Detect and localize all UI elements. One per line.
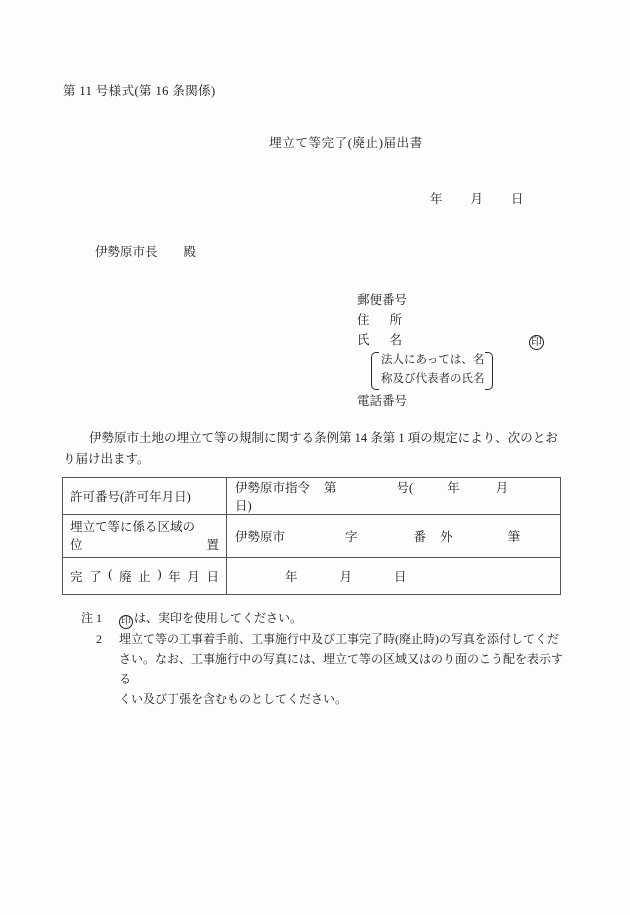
permit-number-label-cell: [63, 478, 227, 515]
date-day-label: 日: [511, 192, 524, 206]
table-row: [63, 478, 561, 515]
body-paragraph-text: 伊勢原市土地の埋立て等の規制に関する条例第 14 条第 1 項の規定により、次のとおり届け出ます。: [63, 431, 558, 466]
name-label-a: 氏: [357, 333, 370, 347]
address-label-a: 住: [357, 313, 370, 327]
completion-year: 年: [285, 570, 298, 584]
table-row: [63, 515, 561, 558]
note-2-line-2: さい。なお、工事施行中の写真には、埋立て等の区域又はのり面のこう配を表示する: [119, 652, 564, 686]
corporate-note-line-1: 法人にあっては、名: [381, 354, 485, 366]
note-1-number: 1: [96, 611, 103, 625]
addressee: [95, 242, 196, 260]
permit-number-value-cell[interactable]: [227, 478, 561, 515]
addressee-name: 伊勢原市長: [95, 245, 158, 259]
area-location-value-cell[interactable]: [227, 515, 561, 558]
completion-date-label-char: 了: [89, 570, 102, 584]
permit-dai: 第: [324, 481, 337, 495]
postal-code-row: [357, 290, 493, 310]
completion-date-label-char: 廃: [119, 570, 132, 584]
area-location-label-cell: [63, 515, 227, 558]
seal-stamp-glyph: 印: [529, 335, 544, 350]
address-label-b: 所: [389, 313, 403, 327]
form-number: 第 11 号様式(第 16 条関係): [63, 84, 216, 98]
name-label: [357, 330, 417, 350]
permit-prefix: 伊勢原市指令: [235, 481, 311, 495]
note-1-body: [119, 608, 568, 629]
date-line: [430, 189, 524, 207]
address-row: [357, 310, 493, 330]
note-2-line-3: くい及び丁張を含むものとしてください。: [119, 692, 348, 706]
document-title: [0, 133, 630, 151]
completion-date-label-char: 年: [168, 570, 181, 584]
completion-date-label-char: (: [108, 567, 113, 581]
completion-month: 月: [339, 570, 353, 584]
note-1-text: は、実印を使用してください。: [134, 611, 303, 625]
addressee-honorific: 殿: [183, 245, 197, 259]
seal-stamp-icon: 印: [121, 616, 131, 627]
phone-label: 電話番号: [357, 394, 408, 408]
date-year-label: 年: [430, 192, 443, 206]
completion-date-label-char: 日: [206, 570, 219, 584]
brace-right-icon: [485, 352, 493, 390]
phone-row: [357, 391, 493, 411]
name-label-b: 名: [389, 333, 403, 347]
note-1-marker: [63, 608, 119, 628]
note-item-1: [63, 608, 568, 629]
address-label: [357, 310, 417, 330]
notes-section: [63, 608, 568, 709]
corporate-note-line-2: 称及び代表者の氏名: [381, 373, 485, 385]
seal-stamp-icon: [529, 329, 544, 350]
area-location-label-line1: 埋立て等に係る区域の: [70, 520, 196, 534]
note-2-number: 2: [96, 632, 102, 646]
area-location-label-line2-right: 置: [206, 538, 219, 552]
name-row: [357, 330, 542, 350]
brace-left-icon: [371, 352, 379, 390]
area-location-label-line2: [70, 536, 219, 554]
corporate-name-note-wrap: [371, 351, 493, 389]
completion-date-label-char: 月: [187, 570, 200, 584]
applicant-block: [357, 290, 542, 411]
area-soto: 外: [440, 530, 453, 544]
area-ban: 番: [413, 530, 427, 544]
completion-date-value-cell[interactable]: [227, 558, 561, 595]
area-location-label-line2-left: 位: [70, 538, 83, 552]
completion-day: 日: [394, 570, 407, 584]
table-row: [63, 558, 561, 595]
document-title-text: 埋立て等完了(廃止)届出書: [269, 136, 423, 150]
area-aza: 字: [345, 530, 358, 544]
completion-date-label: [70, 567, 219, 585]
notes-heading: 注: [81, 611, 94, 625]
body-paragraph: [63, 428, 563, 470]
permit-number-label: 許可番号(許可年月日): [70, 490, 191, 504]
corporate-name-note: [371, 351, 493, 389]
note-2-body: [119, 629, 568, 649]
permit-month: 月: [495, 481, 509, 495]
completion-date-label-char: ): [157, 567, 162, 581]
area-hitsu: 筆: [507, 530, 521, 544]
completion-date-label-cell: [63, 558, 227, 595]
completion-date-label-char: 完: [70, 570, 83, 584]
area-city: 伊勢原市: [235, 530, 286, 544]
permit-year: 年: [447, 481, 460, 495]
note-item-2: [63, 629, 568, 649]
note-2-line-1: 埋立て等の工事着手前、工事施行中及び工事完了時(廃止時)の写真を添付してくだ: [119, 632, 559, 646]
date-month-label: 月: [470, 192, 484, 206]
completion-date-label-char: 止: [138, 570, 151, 584]
application-details-table: [62, 477, 561, 595]
permit-gou: 号(: [396, 481, 414, 495]
postal-code-label: 郵便番号: [357, 293, 408, 307]
permit-day: 日): [235, 499, 252, 513]
